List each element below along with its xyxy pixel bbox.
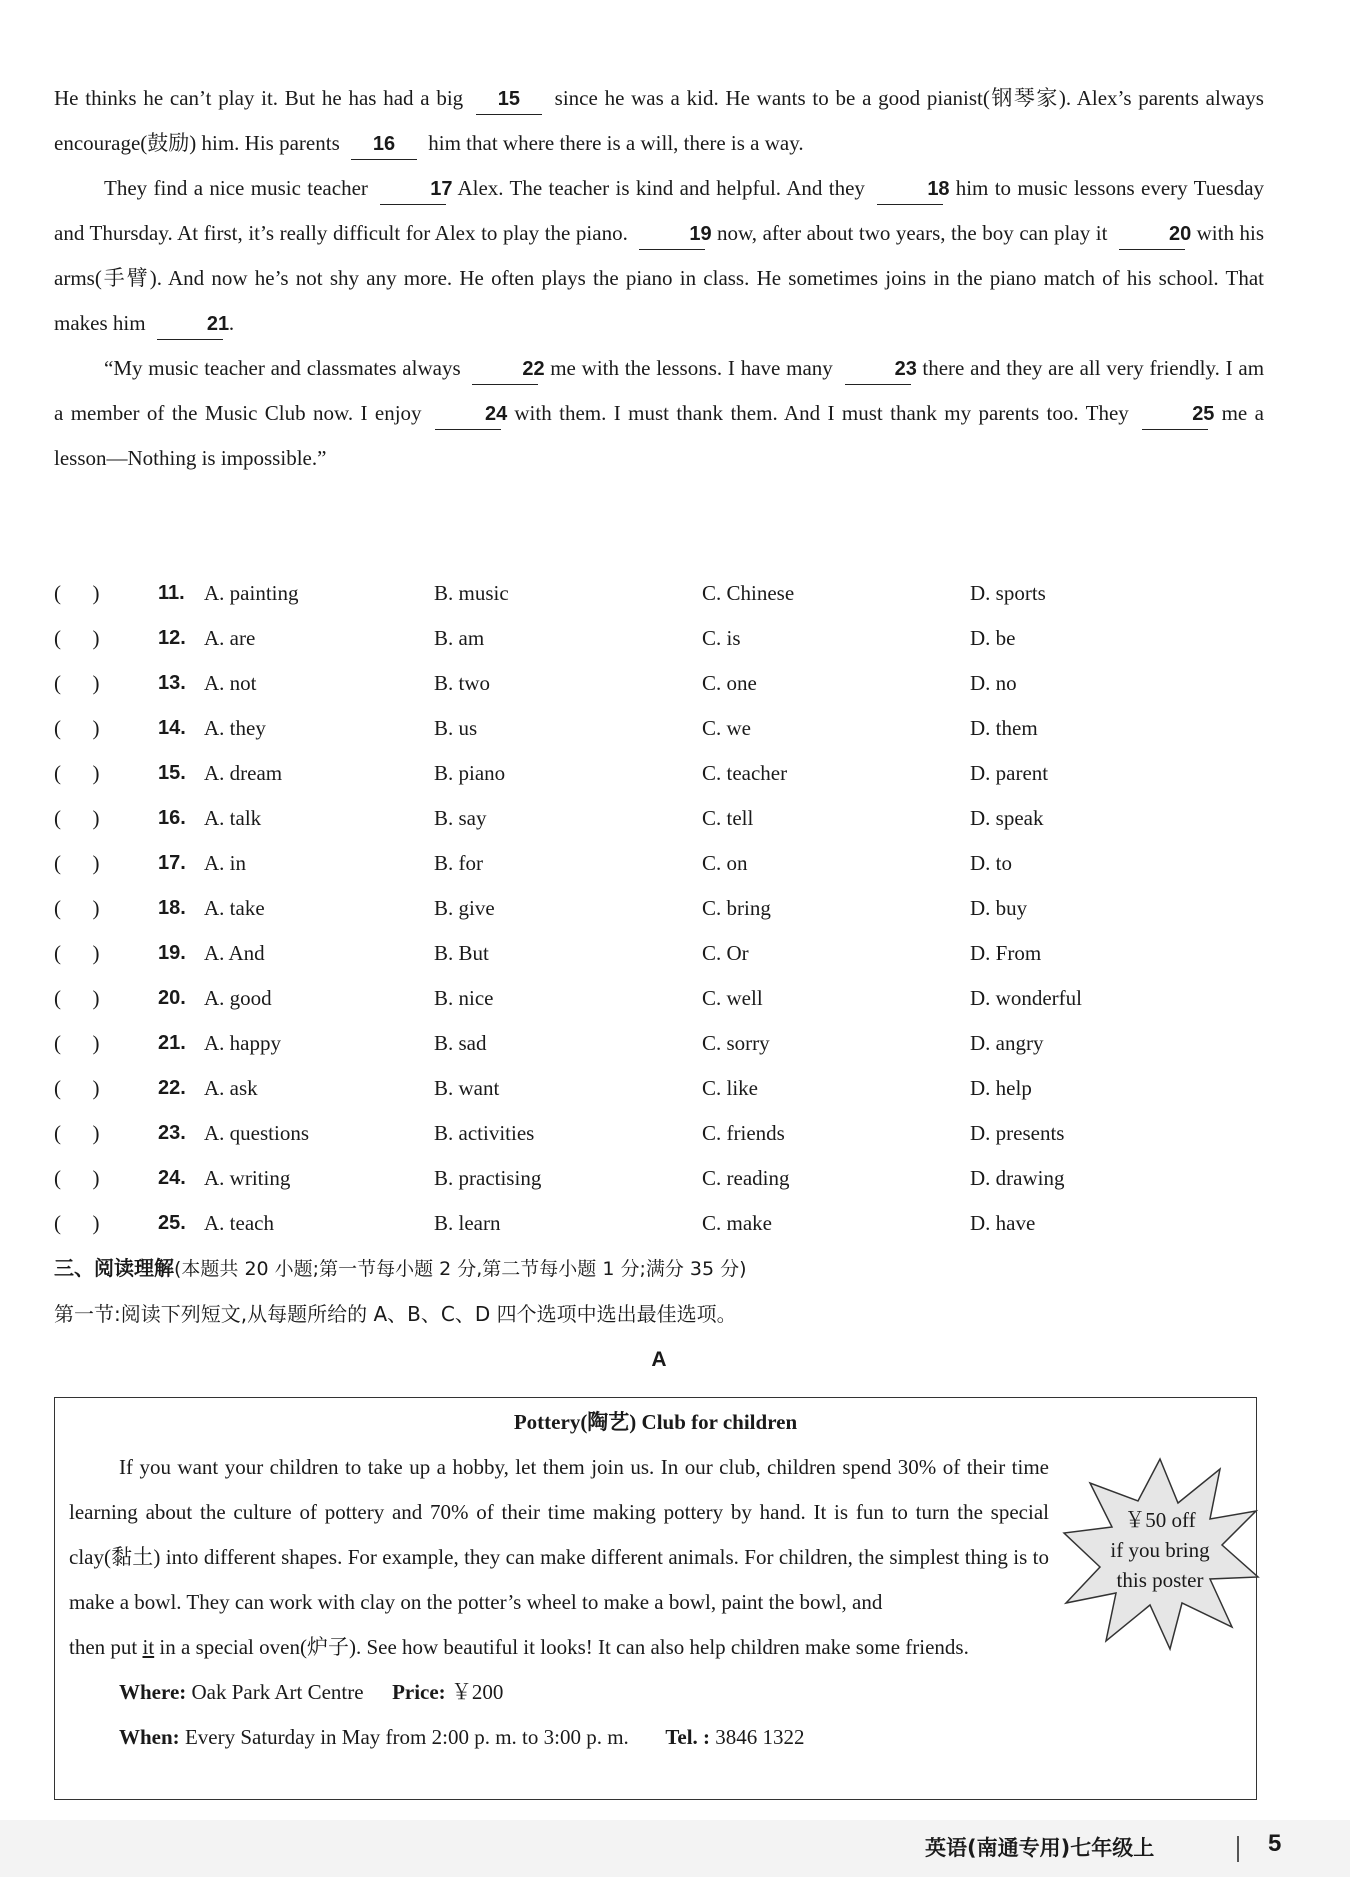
answer-paren[interactable]: ( ) — [54, 761, 100, 785]
option-a[interactable]: A. And — [204, 941, 265, 965]
option-a[interactable]: A. they — [204, 716, 266, 740]
answer-paren[interactable]: ( ) — [54, 716, 100, 740]
where-price-line — [69, 1670, 1244, 1715]
section-3-header — [54, 1246, 1264, 1382]
blank-24: 24 — [435, 399, 501, 430]
blank-20: 20 — [1119, 219, 1185, 250]
option-c[interactable]: C. bring — [702, 896, 771, 920]
question-row — [54, 571, 1264, 616]
question-row — [54, 1201, 1264, 1246]
blank-25: 25 — [1142, 399, 1208, 430]
option-d[interactable]: D. help — [970, 1076, 1032, 1100]
section-note: (本题共 20 小题;第一节每小题 2 分,第二节每小题 1 分;满分 35 分) — [174, 1258, 747, 1280]
option-d[interactable]: D. to — [970, 851, 1012, 875]
question-row — [54, 706, 1264, 751]
answer-paren[interactable]: ( ) — [54, 1211, 100, 1235]
blank-19: 19 — [639, 219, 705, 250]
where-label: Where: — [119, 1680, 187, 1704]
question-row — [54, 796, 1264, 841]
question-number: 19. — [158, 942, 186, 964]
option-d[interactable]: D. From — [970, 941, 1042, 965]
passage-text: since he was a kid. He wants to be a good pianist(钢琴家). Alex’s parents always encourage(鼓励) him. His parents — [54, 86, 1264, 155]
paragraph-3 — [54, 346, 1264, 481]
passage-text: him to music lessons every Tuesday and Thursday. At first, it’s really difficult for Alex to play the piano. — [54, 176, 1265, 245]
option-b[interactable]: B. sad — [434, 1031, 487, 1055]
question-row — [54, 1021, 1264, 1066]
option-c[interactable]: C. is — [702, 626, 741, 650]
option-d[interactable]: D. wonderful — [970, 986, 1082, 1010]
question-row — [54, 751, 1264, 796]
answer-paren[interactable]: ( ) — [54, 986, 100, 1010]
option-c[interactable]: C. teacher — [702, 761, 788, 785]
option-a[interactable]: A. ask — [204, 1076, 258, 1100]
question-row — [54, 616, 1264, 661]
option-c[interactable]: C. make — [702, 1211, 772, 1235]
poster-text: If you want your children to take up a hobby, let them join us. In our club, children spend 30% of their time learning about the culture of pottery and 70% of their time making pottery by hand. It is fun to turn the special clay(黏土) into different shapes. For example, they can make different animals. For children, the simplest thing is to make a bowl. They can work with clay on the potter’s wheel to make a bowl, paint the bowl, and — [69, 1455, 1049, 1614]
question-number: 20. — [158, 987, 186, 1009]
option-a[interactable]: A. not — [204, 671, 257, 695]
blank-22: 22 — [472, 354, 538, 385]
paragraph-2 — [54, 166, 1264, 346]
part-1-instruction: 第一节:阅读下列短文,从每题所给的 A、B、C、D 四个选项中选出最佳选项。 — [54, 1302, 737, 1326]
page-number: 5 — [1268, 1830, 1282, 1857]
option-a[interactable]: A. good — [204, 986, 272, 1010]
answer-paren[interactable]: ( ) — [54, 581, 100, 605]
question-number: 14. — [158, 717, 186, 739]
question-number: 18. — [158, 897, 186, 919]
option-a[interactable]: A. writing — [204, 1166, 291, 1190]
option-a[interactable]: A. dream — [204, 761, 283, 785]
option-b[interactable]: B. for — [434, 851, 483, 875]
option-c[interactable]: C. reading — [702, 1166, 790, 1190]
option-c[interactable]: C. well — [702, 986, 763, 1010]
option-d[interactable]: D. drawing — [970, 1166, 1065, 1190]
option-c[interactable]: C. like — [702, 1076, 758, 1100]
option-b[interactable]: B. two — [434, 671, 491, 695]
answer-paren[interactable]: ( ) — [54, 896, 100, 920]
question-number: 23. — [158, 1122, 186, 1144]
question-number: 15. — [158, 762, 186, 784]
answer-paren[interactable]: ( ) — [54, 1031, 100, 1055]
option-c[interactable]: C. friends — [702, 1121, 785, 1145]
option-b[interactable]: B. But — [434, 941, 489, 965]
question-number: 11. — [158, 582, 185, 604]
option-c[interactable]: C. Chinese — [702, 581, 795, 605]
question-number: 21. — [158, 1032, 186, 1054]
option-b[interactable]: B. give — [434, 896, 495, 920]
option-c[interactable]: C. one — [702, 671, 757, 695]
option-a[interactable]: A. in — [204, 851, 246, 875]
passage-text: “My music teacher and classmates always — [104, 356, 461, 380]
question-number: 13. — [158, 672, 186, 694]
option-c[interactable]: C. we — [702, 716, 751, 740]
option-b[interactable]: B. am — [434, 626, 485, 650]
blank-15: 15 — [476, 84, 542, 115]
question-row — [54, 1111, 1264, 1156]
passage-text: Alex. The teacher is kind and helpful. And they — [457, 176, 865, 200]
passage-text: me with the lessons. I have many — [550, 356, 833, 380]
when-label: When: — [119, 1725, 180, 1749]
question-row — [54, 661, 1264, 706]
option-b[interactable]: B. piano — [434, 761, 506, 785]
option-c[interactable]: C. on — [702, 851, 748, 875]
question-row — [54, 1156, 1264, 1201]
poster-title: Pottery(陶艺) Club for children — [513, 1410, 798, 1434]
option-a[interactable]: A. are — [204, 626, 256, 650]
tel-value: 3846 1322 — [715, 1725, 805, 1749]
question-row — [54, 1066, 1264, 1111]
option-c[interactable]: C. Or — [702, 941, 749, 965]
question-row — [54, 886, 1264, 931]
passage-text: . — [228, 311, 235, 335]
answer-paren[interactable]: ( ) — [54, 1076, 100, 1100]
option-a[interactable]: A. take — [204, 896, 265, 920]
when-value: Every Saturday in May from 2:00 p. m. to 3:00 p. m. — [184, 1725, 629, 1749]
answer-paren[interactable]: ( ) — [54, 851, 100, 875]
answer-paren[interactable]: ( ) — [54, 671, 100, 695]
option-b[interactable]: B. us — [434, 716, 478, 740]
passage-text: He thinks he can’t play it. But he has had a big — [54, 86, 464, 110]
passage-text: They find a nice music teacher — [104, 176, 368, 200]
option-c[interactable]: C. tell — [702, 806, 754, 830]
option-b[interactable]: B. activities — [434, 1121, 535, 1145]
passage-text: there and they are all very friendly. I am a member of the Music Club now. I enjoy — [54, 356, 1265, 425]
option-b[interactable]: B. want — [434, 1076, 500, 1100]
question-number: 16. — [158, 807, 186, 829]
question-number: 22. — [158, 1077, 186, 1099]
option-d[interactable]: D. angry — [970, 1031, 1044, 1055]
price-value: ￥200 — [450, 1680, 504, 1704]
discount-starburst — [1060, 1453, 1260, 1653]
footer-divider — [1237, 1836, 1239, 1862]
poster-text: then put — [69, 1635, 143, 1659]
option-a[interactable]: A. happy — [204, 1031, 281, 1055]
question-number: 12. — [158, 627, 186, 649]
question-number: 17. — [158, 852, 186, 874]
paragraph-1 — [54, 76, 1264, 166]
cloze-passage — [54, 76, 1264, 481]
badge-line-2: if you bring — [1110, 1538, 1210, 1562]
option-a[interactable]: A. questions — [204, 1121, 309, 1145]
question-row — [54, 976, 1264, 1021]
question-row — [54, 931, 1264, 976]
poster-text: in a special oven(炉子). See how beautiful it looks! It can also help children make some friends. — [154, 1635, 969, 1659]
option-b[interactable]: B. music — [434, 581, 509, 605]
option-d[interactable]: D. be — [970, 626, 1016, 650]
option-b[interactable]: B. say — [434, 806, 487, 830]
book-title: 英语(南通专用)七年级上 — [925, 1836, 1155, 1860]
option-d[interactable]: D. sports — [970, 581, 1046, 605]
tel-label: Tel. : — [665, 1725, 711, 1749]
answer-paren[interactable]: ( ) — [54, 806, 100, 830]
blank-16: 16 — [351, 129, 417, 160]
question-row — [54, 841, 1264, 886]
option-a[interactable]: A. painting — [204, 581, 299, 605]
option-d[interactable]: D. speak — [970, 806, 1044, 830]
passage-letter: A — [651, 1348, 667, 1371]
passage-text: him that where there is a will, there is a way. — [428, 131, 804, 155]
option-a[interactable]: A. talk — [204, 806, 262, 830]
option-c[interactable]: C. sorry — [702, 1031, 770, 1055]
answer-paren[interactable]: ( ) — [54, 626, 100, 650]
option-d[interactable]: D. buy — [970, 896, 1028, 920]
when-tel-line — [69, 1715, 1244, 1760]
section-title: 三、阅读理解 — [54, 1256, 174, 1280]
where-value: Oak Park Art Centre — [191, 1680, 364, 1704]
option-d[interactable]: D. them — [970, 716, 1038, 740]
option-b[interactable]: B. practising — [434, 1166, 542, 1190]
passage-text: now, after about two years, the boy can play it — [716, 221, 1108, 245]
badge-line-1: ￥50 off — [1124, 1508, 1196, 1532]
blank-23: 23 — [845, 354, 911, 385]
answer-paren[interactable]: ( ) — [54, 941, 100, 965]
answer-paren[interactable]: ( ) — [54, 1121, 100, 1145]
passage-text: with his arms(手臂). And now he’s not shy any more. He often plays the piano in class. He sometimes joins in the piano match of his school. That makes him — [54, 221, 1265, 335]
option-d[interactable]: D. have — [970, 1211, 1036, 1235]
question-number: 24. — [158, 1167, 186, 1189]
option-a[interactable]: A. teach — [204, 1211, 274, 1235]
blank-21: 21 — [157, 309, 223, 340]
question-list — [54, 571, 1264, 1246]
option-b[interactable]: B. learn — [434, 1211, 501, 1235]
option-d[interactable]: D. presents — [970, 1121, 1065, 1145]
passage-text: me a lesson—Nothing is impossible.” — [54, 401, 1264, 470]
question-number: 25. — [158, 1212, 186, 1234]
option-d[interactable]: D. no — [970, 671, 1017, 695]
price-label: Price: — [392, 1680, 446, 1704]
badge-line-3: this poster — [1116, 1568, 1204, 1592]
passage-text: with them. I must thank them. And I must thank my parents too. They — [514, 401, 1129, 425]
underlined-it: it — [142, 1635, 155, 1659]
option-d[interactable]: D. parent — [970, 761, 1049, 785]
option-b[interactable]: B. nice — [434, 986, 494, 1010]
blank-17: 17 — [380, 174, 446, 205]
answer-paren[interactable]: ( ) — [54, 1166, 100, 1190]
blank-18: 18 — [877, 174, 943, 205]
